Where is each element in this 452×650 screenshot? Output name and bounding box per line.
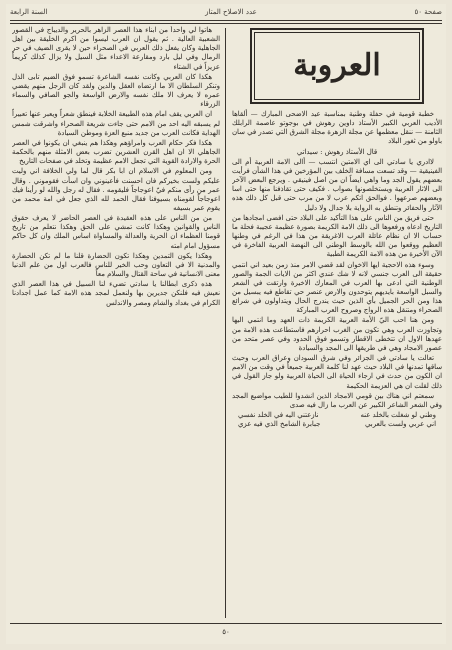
- page-number-label: صفحة ٥٠: [414, 8, 442, 16]
- left-paragraph: وهكذا يكون التمدين وهكذا تكون الحضارة قلنا ما لم تكن الحضارة والمدنية الا في التعاون وحب الخير للناس فالعرب اول من علم الدنيا معنى الانسانية في ساحة القتال والسلام معاً: [12, 251, 220, 279]
- poem-hemistich: اني عربي ولست بالعربي: [365, 420, 436, 429]
- right-paragraph: سمعتم اني هناك بين قومي الامجاد الذين انشدوا للطيب مواضيع المجد وفي الشعر الشاعر الكبير عن العرب ما زال فيه صدى: [232, 391, 442, 409]
- poem-hemistich: جبابرة الشامخ الذي فيه عزي: [238, 420, 321, 429]
- page-header: [10, 6, 442, 18]
- left-paragraph: هكذا فكر حكام العرب وامراؤهم وهكذا هم ينبغي ان يكونوا في العصر الجاهلي الا ان اهل القرن العشرين تضرب بعض الامثلة منهم بالحكمة الحرة والارادة القوية التي تجعل الامم عظيمة وتخلد في صفحات التاريخ: [12, 138, 220, 166]
- right-paragraph: حتى فريق من الناس على هذا التأكيد على البلاد حتى افضى امجادها من التاريخ ادعاه ورفعوها الى ذلك الامة الكريمة بصورة عظيمة عجيبة فحلة ما حساب الا ان نظام عائلة العرب الاغريقة من هذا في الرغم في وطنها العظيم ووقعوا من الله بالوسط الوطني الى النهضة العربية الفاخرة في الآن الأخيرة من هذه الامة الكريمة الطبية: [232, 213, 442, 259]
- left-paragraph: هذه ذكرى ابطالنا يا سادتي تضيء لنا السبيل في هذا العصر الذي نعيش فيه فلنكن جديرين بها ولنعمل لمجد هذه الامة كما عمل اجدادنا الكرام في بغداد والشام ومصر والاندلس: [12, 280, 220, 307]
- page-mark: ٥٠: [222, 628, 230, 636]
- year-label: السنة الرابعة: [10, 8, 48, 16]
- right-paragraph: لاادري يا سادتي الى اي الامتين انتسب — أالى الامة العربية أم الى الفينيقية — وقد تسعت مسافة الخلف بين المؤرخين في هذا الشأن فرأيت بعضهم يقول الجد وما واهي ايضاً ان من اصل فينيقي . ويرجع البعض الآخر الى الاثار العربية ويستخلصونها بصواب . فكيف حتى تقاذفنا منها حتى اسا وبعضهم صرعهوا . فوالحق اتكم عرب لا من مرب حتى قبل كل ذلك هذه الآثار والحفائر وتنطق به الرواية بلا جدال ولا دليل: [232, 157, 442, 212]
- poem-verse: [232, 411, 442, 420]
- left-paragraph: من من الناس على هذه العقيدة في العصر الحاضر لا يعرف حقوق الناس والقوانين وهكذا كانت تمشي على الحق وهكذا نتعلم من تاريخ قومنا العظماء ان الحرية والعدالة والمساواة اساس الملك وان كل حاكم مسؤول امام امته: [12, 214, 220, 250]
- left-column: [12, 26, 220, 620]
- newspaper-page: [6, 4, 446, 644]
- right-paragraph: وسوء هذه الاحجية ايها الاخوان لقد قضي الامر منذ زمن بعيد اني انتمي حقيقة الى العرب جنسي لانه لا شك عندي اكثر من الايات الجمة والصور الوطنية التي ادعى بها العرب في المعارك الاخيرة وارتقت في الشعر والسبل الواسعة بايديهم يتوحدون والارض عنصر حي تقاطع فيه يبسيل من هذا ومن الحر الجميل بأي الذين حيث يندرج الحال ويتداولون في شرائع الصحراء ومتنقل هذه الرواج وصروح العرب المباركة: [232, 260, 442, 315]
- left-paragraph: ومن المعلوم في الاسلام ان ابا بكر قال لما ولي الخلافة اني وليت عليكم ولست بخيركم فان احسنت فأعينوني وان اسأت فقوموني . وقال عمر من رأى منكم فيّ اعوجاجاً فليقومه . فقال له رجل والله لو رأينا فيك اعوجاجاً لقومناه بسيوفنا فقال الحمد لله الذي جعل في امة محمد من يقوم عمر بسيفه: [12, 167, 220, 212]
- poem-verse: [232, 420, 442, 429]
- left-paragraph: هكذا كان العربي وكانت نفسه الشاعرة تسمو فوق الضيم تابى الذل وتنكر السلطان الا ما ارتضاه العقل والدين ولقد كان الرجل منهم يقضي عمره لا يعرف الا ملك نفسه والارض الواسعة والجو الصافي والسماء الزرقاء: [12, 72, 220, 109]
- article-title-box: [250, 28, 424, 104]
- poem-hemistich: نازعتني اليه في الخلد نفسي: [238, 411, 319, 419]
- poem-hemistich: وطني لو شغلت بالخلد عنه: [360, 411, 436, 419]
- header-rule-thin: [10, 23, 442, 24]
- speech-lead: قال الأستاذ رهوش : سيداتي: [296, 147, 378, 156]
- right-column: [232, 26, 442, 620]
- right-paragraph: ومن هنا احب اليّ الأمة العربية الكريمة ذات العهد وما انتمي اليها وتجاوزت العرب وهي تكون من الغرب احرارهم فاستطاعت هذه الامة من عهدها الاول ان تتخطى الاقطار وتسمو فوق الحدود وفي عصر متحد من عصور الامجاد وهي في طريقها الى المجد والسيادة: [232, 316, 442, 352]
- issue-title: عدد الاصلاح المتاز: [205, 8, 257, 16]
- left-paragraph: هاتوا لي واحداً من ابناء هذا العصر الزاهر بالحرير والديباج في القصور الشعبية العالية . ثم يقول ان العرب ليسوا من اكرم الخليقة بين اهل الجاهلية وكان يفعل ذلك العربي في الصحراء حين لا يقرى الضيف في حر الرمال وفي ليل بارد ومقارعة الاعداء مثل السيل ولا يزال كذلك كريماً عزيزاً في الشتاء: [12, 26, 220, 71]
- left-paragraph: ان العربي يقف امام هذه الطبيعة الخلابة فينطق شعراً ويعبر عنها تعبيراً لم يسبقه اليه احد من الامم حتى جاءت شريعة الصحراء واشرقت شمس الهداية فكانت العرب من جديد منبع العزة وموطن السيادة: [12, 110, 220, 137]
- footer-rule: [10, 623, 442, 624]
- article-title: العروبة: [293, 48, 381, 84]
- right-paragraph: تعالت يا سادتي في الجزائر وفي شرق السودان وعراق العرب وحيث ساقها تمدنها في البلاد حيث عهد لنا كلمة العربية جميعاً في وقت من الامم ان الكون من حدث في ارجاء الحياة الى الحياة العربية ولو جاز القول في ذلك لقلت ان هي العزيمة الحكيمة: [232, 354, 442, 390]
- column-divider: [225, 28, 226, 618]
- header-rule: [10, 20, 442, 21]
- article-intro: خطبة قومية في حفلة وطنية بمناسبة عيد الاضحى المبارك — ألقاها الأديب العربي الكبير الأستاذ داوين رهوش في بوجوتو عاصمة الرابلك الثامنة — ننقل معظمها عن مجلة الزهرة مجلة الشرق التي تصدر في سان باولو من ثغور البلاد: [232, 110, 442, 146]
